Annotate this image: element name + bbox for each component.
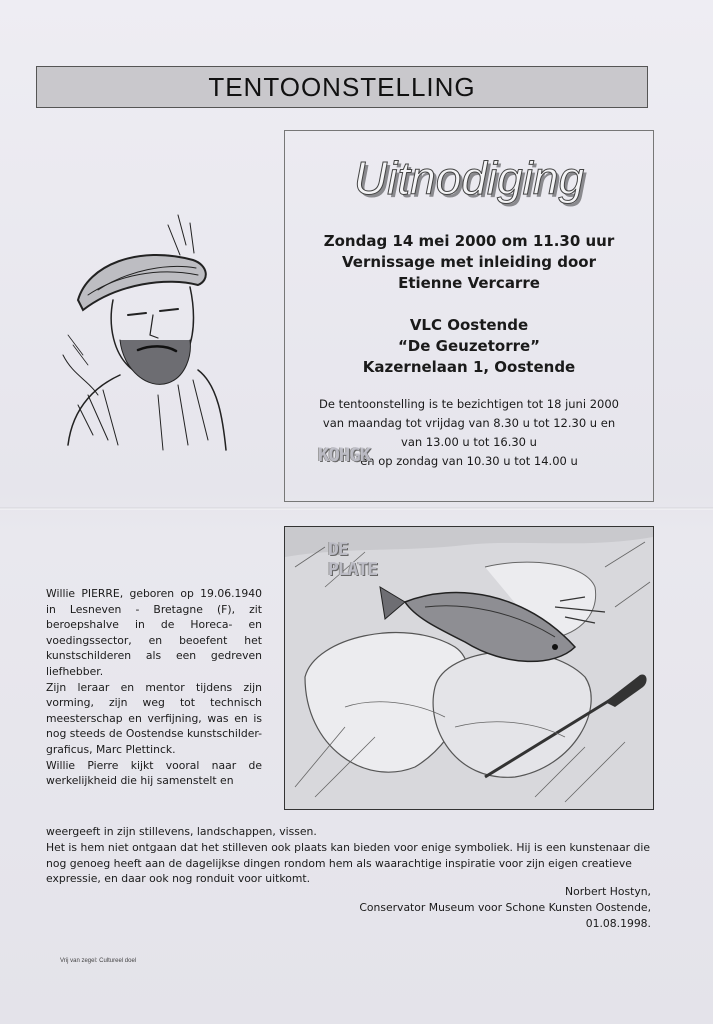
page-title: TENTOONSTELLING (208, 71, 476, 102)
hours-line: De tentoonstelling is te bezichtigen tot 18 juni 2000 (319, 397, 619, 411)
venue-details (285, 315, 653, 378)
title-banner (36, 66, 648, 108)
hours-line: en op zondag van 10.30 u tot 14.00 u (360, 454, 578, 468)
event-details (285, 231, 653, 294)
artist-portrait-sketch (58, 205, 228, 455)
signature-date: 01.08.1998. (585, 917, 651, 930)
hours-line: van maandag tot vrijdag van 8.30 u tot 12.30 u en (322, 416, 616, 430)
speaker-name: Etienne Vercarre (398, 274, 540, 292)
bio-paragraph: Willie Pierre kijkt vooral naar de werkelijkheid die hij samenstelt en (46, 758, 262, 788)
paper-fold (0, 507, 713, 510)
venue-name: VLC Oostende (409, 316, 529, 334)
author-name: Norbert Hostyn, (565, 885, 651, 898)
kohgk-stamp: KOHGK (318, 444, 371, 466)
bio-paragraph: Willie PIERRE, geboren op 19.06.1940 in Lesneven - Bretagne (F), zit beroepshalve in de Horeca- en voedingssector, en beoefent het kunstschilderen als een gedreven liefhebber. (46, 587, 262, 678)
venue-building: “De Geuzetorre” (397, 337, 541, 355)
artist-biography (46, 586, 262, 789)
event-date: Zondag 14 mei 2000 om 11.30 uur (323, 232, 615, 250)
author-role: Conservator Museum voor Schone Kunsten Oostende, (359, 901, 651, 914)
bio-paragraph: Zijn leraar en mentor tijdens zijn vorming, zijn weg tot technisch meesterschap en verfijning, was en is nog steeds de Oostendse kunstschilder-graficus, Marc Plettinck. (46, 680, 262, 756)
bio-paragraph: weergeeft in zijn stillevens, landschappen, vissen. (46, 825, 317, 838)
de-plate-stamp: DE PLATE (328, 539, 378, 580)
vernissage-line: Vernissage met inleiding door (341, 253, 597, 271)
invitation-heading: Uitnodiging (353, 152, 585, 204)
venue-address: Kazernelaan 1, Oostende (362, 358, 576, 376)
footer-note: Vrij van zegel: Cultureel doel (60, 958, 137, 964)
artist-biography-continued (46, 824, 658, 887)
author-signature (359, 884, 651, 932)
bio-paragraph: Het is hem niet ontgaan dat het stilleven ook plaats kan bieden voor enige symboliek. Hij is een kunstenaar die nog genoeg heeft aan de dagelijkse dingen rondom hem als waarachtige inspiratie voor zijn eigen creatieve expressie, en daar ook nog ronduit voor uitkomt. (46, 840, 651, 886)
hours-line: van 13.00 u tot 16.30 u (401, 435, 537, 449)
